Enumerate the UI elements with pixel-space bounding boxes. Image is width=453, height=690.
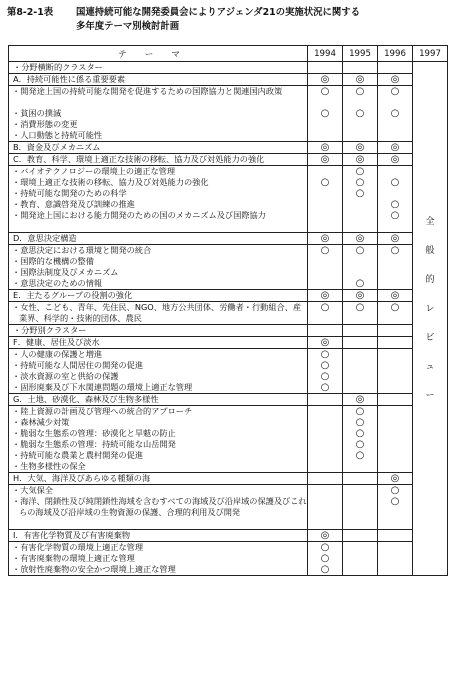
cluster-row xyxy=(9,325,448,337)
mark-a-1994: ◎ xyxy=(308,74,343,86)
list-item: ・ 開発途上国における能力開発のための国のメカニズム及び国際協力 ○ xyxy=(9,210,448,233)
list-item: ・ 固形廃棄及び下水関連問題の環境上適正な管理 ○ xyxy=(9,382,448,394)
list-item: ・ 意思決定のための情報 ○ xyxy=(9,278,448,290)
header-1996: 1996 xyxy=(378,46,413,62)
review-schedule-table xyxy=(8,45,448,576)
mark-a-1995: ◎ xyxy=(343,74,378,86)
mark-a-1996: ◎ xyxy=(378,74,413,86)
list-item: ・ 人の健康の保護と増進 ○ xyxy=(9,349,448,361)
list-item: ・ 貧困の撲滅 ○ ○ ○ xyxy=(9,108,448,119)
list-item: ・ 森林減少対策 ○ xyxy=(9,417,448,428)
table-header-row xyxy=(9,46,448,62)
section-row-c: C．教育、科学、環境上適正な技術の移転、協力及び対処能力の強化 ◎ ◎ ◎ xyxy=(9,154,448,166)
table-code: 第8-2-1表 xyxy=(7,7,54,18)
list-item: ・ 国際法制度及びメカニズム xyxy=(9,267,448,278)
overall-review-label: 全 般 的 レ ビ ュ ー xyxy=(425,217,435,401)
section-row-d: D．意思決定構造 ◎ ◎ ◎ xyxy=(9,233,448,245)
section-row-e: E．主たるグループの役割の強化 ◎ ◎ ◎ xyxy=(9,290,448,302)
list-item: ・ 意思決定における環境と開発の統合 ○ ○ ○ xyxy=(9,245,448,257)
list-item: ・ 脆弱な生態系の管理：砂漠化と旱魃の防止 ○ xyxy=(9,428,448,439)
list-item: ・ 海洋、閉鎖性及び純閉鎖性海域を含むすべての海域及び沿岸域の保護及びこれらの海域及び沿岸域の生物資源の保護、合理的利用及び開発 ○ xyxy=(9,496,448,530)
list-item: ・ バイオテクノロジーの環境上の適正な管理 ○ xyxy=(9,166,448,178)
list-item: ・ 生物多様性の保全 xyxy=(9,461,448,473)
header-1997: 1997 xyxy=(413,46,448,62)
section-row-a: A．持続可能性に係る重要要素 ◎ ◎ ◎ xyxy=(9,74,448,86)
cluster-cross-sectoral: ・分野横断的クラスター xyxy=(9,62,308,74)
section-row-g: G．土地、砂漠化、森林及び生物多様性 ◎ xyxy=(9,394,448,406)
title-line-2: 多年度テーマ別検討計画 xyxy=(76,21,180,32)
header-1994: 1994 xyxy=(308,46,343,62)
list-item: ・ 持続可能な人間居住の開発の促進 ○ xyxy=(9,360,448,371)
list-item: ・ 国際的な機構の整備 xyxy=(9,256,448,267)
list-item: ・ 放射性廃棄物の安全かつ環境上適正な管理 ○ xyxy=(9,564,448,576)
list-item: ・ 有害化学物質の環境上適正な管理 ○ xyxy=(9,542,448,554)
overall-review-cell xyxy=(413,62,448,576)
list-item: ・ 有害廃棄物の環境上適正な管理 ○ xyxy=(9,553,448,564)
list-item: ・ 脆弱な生態系の管理：持続可能な山岳開発 ○ xyxy=(9,439,448,450)
list-item: ・ 持続可能な農業と農村開発の促進 ○ xyxy=(9,450,448,461)
cluster-row xyxy=(9,62,448,74)
list-item: ・ 環境上適正な技術の移転、協力及び対処能力の強化 ○ ○ ○ xyxy=(9,177,448,188)
section-row-f: F．健康、居住及び淡水 ◎ xyxy=(9,337,448,349)
list-item: ・ 陸上資源の計画及び管理への統合的アプローチ ○ xyxy=(9,406,448,418)
list-item: ・ 大気保全 ○ xyxy=(9,485,448,497)
title-line-1: 国連持続可能な開発委員会によりアジェンダ21の実施状況に関する xyxy=(76,7,360,18)
list-item: ・ 教育、意識啓発及び訓練の推進 ○ xyxy=(9,199,448,210)
section-row-i: I．有害化学物質及び有害廃棄物 ◎ xyxy=(9,530,448,542)
section-row-b: B．資金及びメカニズム ◎ ◎ ◎ xyxy=(9,142,448,154)
section-row-h: H．大気、海洋及びあらゆる種類の海 ◎ xyxy=(9,473,448,485)
table-title xyxy=(7,6,360,34)
list-item: ・ 女性、こども、青年、先住民、NGO、地方公共団体、労働者・行動組合、産業界、科学的・技術的団体、農民 ○ ○ ○ xyxy=(9,302,448,325)
list-item: ・ 持続可能な開発のための科学 ○ xyxy=(9,188,448,199)
list-item: ・ 淡水資源の室と供給の保護 ○ xyxy=(9,371,448,382)
header-theme: テーマ xyxy=(9,46,308,62)
header-1995: 1995 xyxy=(343,46,378,62)
list-item: ・ 開発途上国の持続可能な開発を促進するための国際協力と関連国内政策 ○ ○ ○ xyxy=(9,86,448,109)
list-item: ・ 消費形態の変更 xyxy=(9,119,448,130)
list-item: ・ 人口動態と持続可能性 xyxy=(9,130,448,142)
cluster-sectoral: ・分野別クラスター xyxy=(9,325,308,337)
